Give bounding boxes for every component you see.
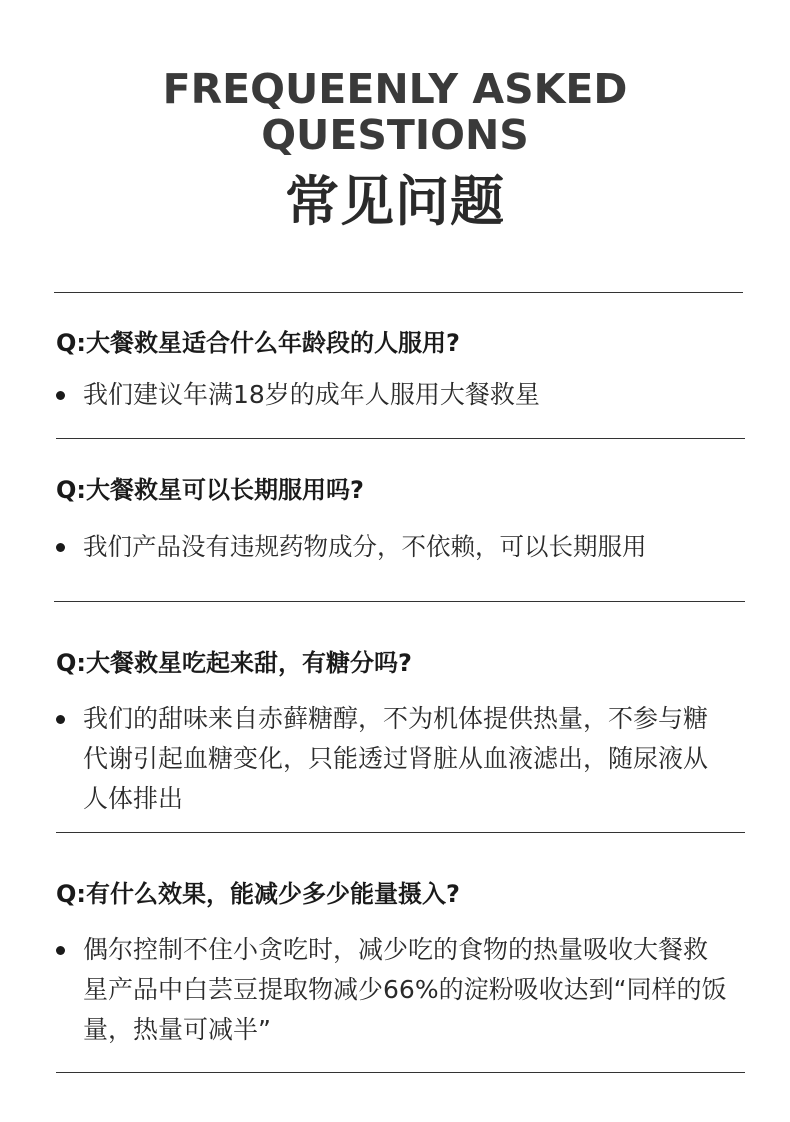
faq-answer-2 xyxy=(56,527,756,567)
bullet-icon xyxy=(56,543,65,552)
page-header xyxy=(0,66,790,234)
faq-answer-1-text: 我们建议年满18岁的成年人服用大餐救星 xyxy=(83,380,540,409)
bullet-icon xyxy=(56,391,65,400)
faq-question-1: Q:大餐救星适合什么年龄段的人服用? xyxy=(56,329,460,357)
title-english-line-2: QUESTIONS xyxy=(261,111,529,159)
divider-3 xyxy=(56,832,745,833)
bullet-icon xyxy=(56,715,65,724)
faq-answer-1 xyxy=(56,375,746,415)
faq-question-4: Q:有什么效果，能减少多少能量摄入? xyxy=(56,880,460,908)
faq-question-3: Q:大餐救星吃起来甜，有糖分吗? xyxy=(56,649,412,677)
faq-question-2: Q:大餐救星可以长期服用吗? xyxy=(56,476,364,504)
divider-2 xyxy=(54,601,745,602)
faq-answer-3 xyxy=(56,699,732,819)
faq-answer-2-text: 我们产品没有违规药物成分，不依赖，可以长期服用 xyxy=(83,532,647,561)
title-english xyxy=(0,66,790,158)
faq-answer-4 xyxy=(56,930,732,1050)
title-english-line-1: FREQUEENLY ASKED xyxy=(162,65,628,113)
divider-1 xyxy=(56,438,745,439)
faq-answer-4-text: 偶尔控制不住小贪吃时，减少吃的食物的热量吸收大餐救星产品中白芸豆提取物减少66%的淀粉吸收达到“同样的饭量，热量可减半” xyxy=(83,935,727,1044)
title-chinese: 常见问题 xyxy=(285,170,505,233)
bullet-icon xyxy=(56,946,65,955)
divider-top xyxy=(54,292,743,293)
divider-4 xyxy=(56,1072,745,1073)
faq-answer-3-text: 我们的甜味来自赤藓糖醇，不为机体提供热量，不参与糖代谢引起血糖变化，只能透过肾脏从血液滤出，随尿液从人体排出 xyxy=(83,704,709,813)
